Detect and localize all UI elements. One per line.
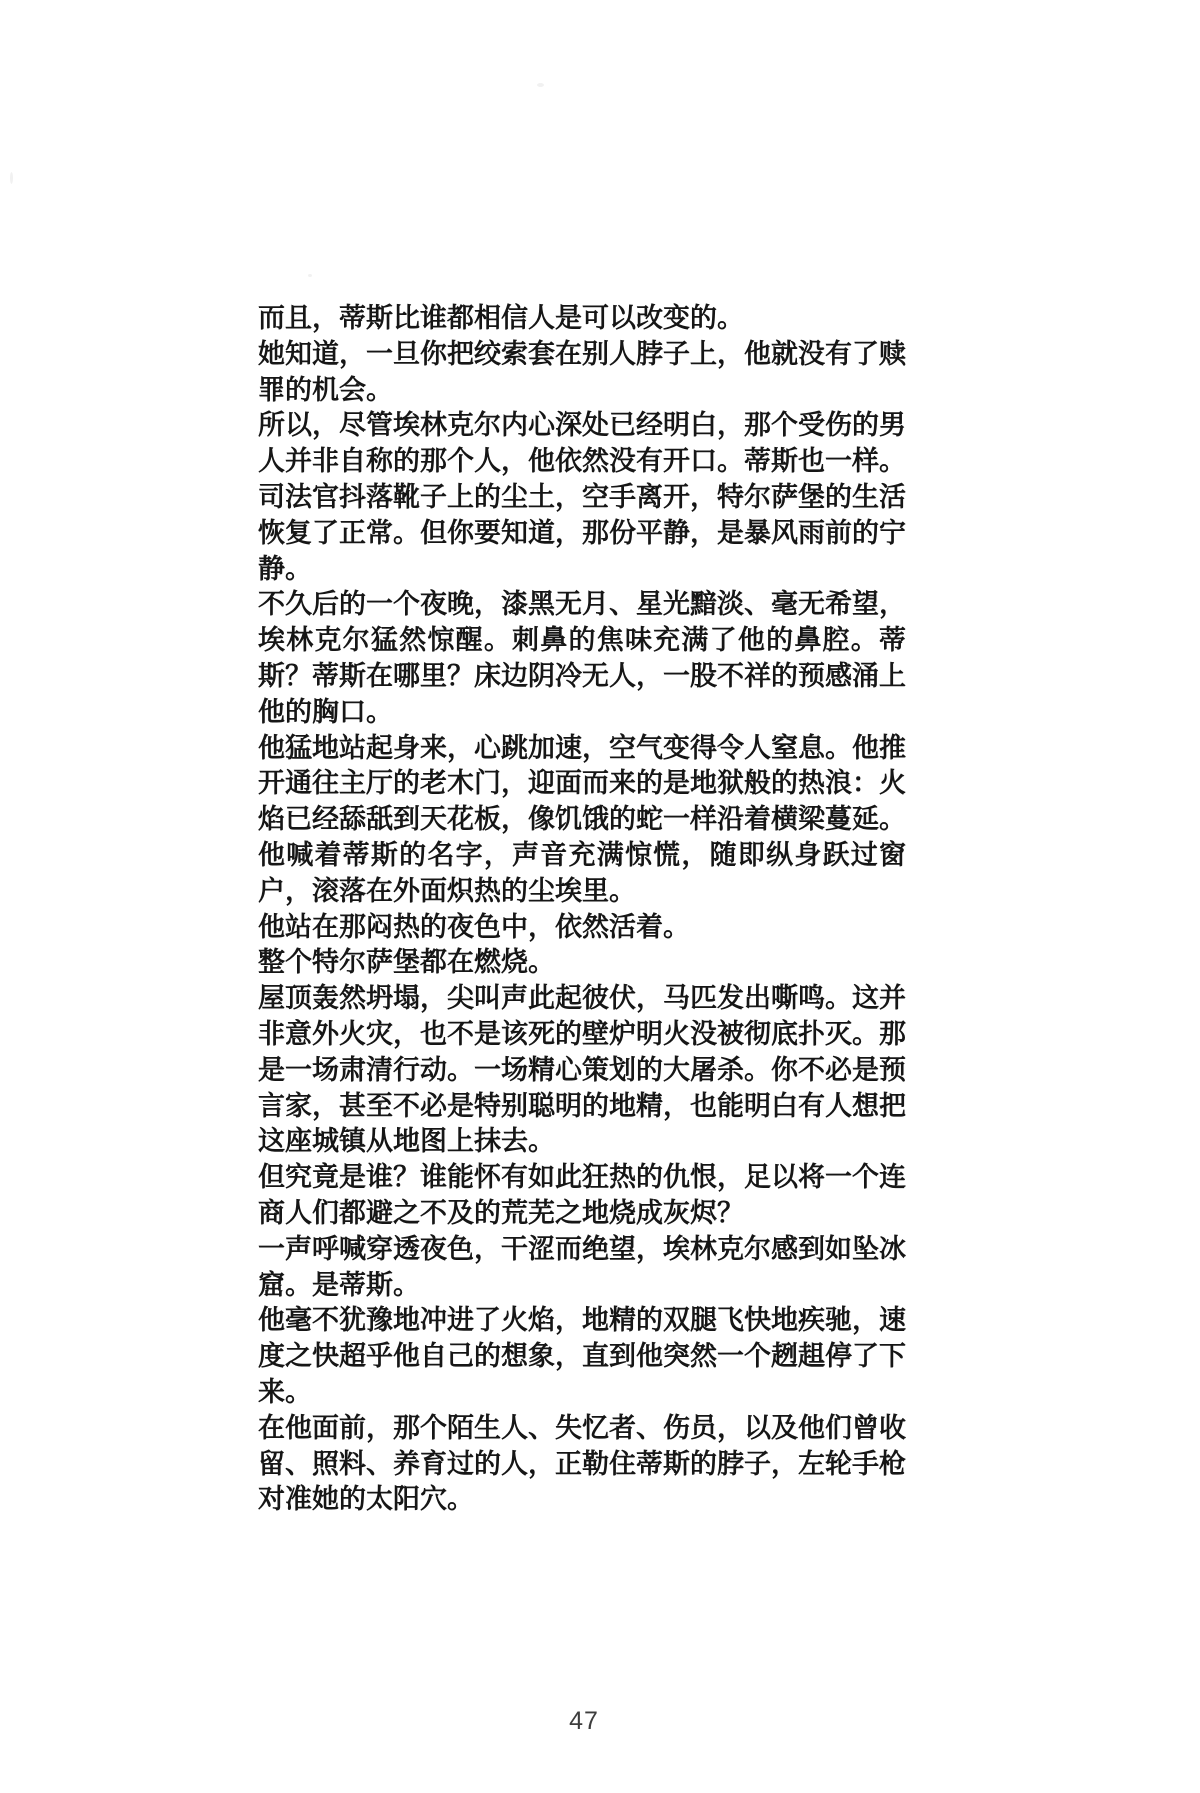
text-line: 静。 [258, 553, 312, 584]
text-line: 不久后的一个夜晚，漆黑无月、星光黯淡、毫无希望， [258, 589, 906, 620]
text-line: 人并非自称的那个人，他依然没有开口。蒂斯也一样。 [258, 446, 906, 477]
text-line: 言家，甚至不必是特别聪明的地精，也能明白有人想把 [258, 1090, 906, 1121]
scan-speck [10, 172, 13, 184]
text-line: 一声呼喊穿透夜色，干涩而绝望，埃林克尔感到如坠冰 [258, 1233, 906, 1264]
text-line: 他喊着蒂斯的名字，声音充满惊慌，随即纵身跃过窗 [258, 839, 906, 870]
text-line: 司法官抖落靴子上的尘土，空手离开，特尔萨堡的生活 [258, 481, 906, 512]
text-line: 开通往主厅的老木门，迎面而来的是地狱般的热浪：火 [258, 768, 906, 799]
text-line: 商人们都避之不及的荒芜之地烧成灰烬？ [258, 1197, 744, 1228]
text-line: 留、照料、养育过的人，正勒住蒂斯的脖子，左轮手枪 [258, 1448, 906, 1479]
text-line: 而且，蒂斯比谁都相信人是可以改变的。 [258, 303, 744, 333]
text-line: 他站在那闷热的夜色中，依然活着。 [258, 911, 690, 942]
text-line: 来。 [258, 1376, 312, 1407]
text-line: 斯？蒂斯在哪里？床边阴冷无人，一股不祥的预感涌上 [258, 660, 906, 691]
text-line: 窟。是蒂斯。 [258, 1269, 420, 1300]
text-line: 他的胸口。 [258, 696, 393, 727]
body-text [258, 301, 906, 1518]
text-line: 非意外火灾，也不是该死的壁炉明火没被彻底扑灭。那 [258, 1018, 906, 1049]
text-line: 罪的机会。 [258, 374, 393, 405]
text-line: 这座城镇从地图上抹去。 [258, 1126, 555, 1157]
text-line: 焰已经舔舐到天花板，像饥饿的蛇一样沿着横梁蔓延。 [258, 804, 906, 835]
text-line: 他毫不犹豫地冲进了火焰，地精的双腿飞快地疾驰，速 [258, 1305, 906, 1336]
text-line: 但究竟是谁？谁能怀有如此狂热的仇恨，足以将一个连 [258, 1162, 906, 1193]
text-line: 屋顶轰然坍塌，尖叫声此起彼伏，马匹发出嘶鸣。这并 [258, 983, 906, 1014]
text-line: 他猛地站起身来，心跳加速，空气变得令人窒息。他推 [258, 732, 906, 763]
scan-speck [308, 274, 312, 277]
text-line: 度之快超乎他自己的想象，直到他突然一个趔趄停了下 [258, 1341, 906, 1372]
scan-speck [537, 83, 544, 87]
text-line: 她知道，一旦你把绞索套在别人脖子上，他就没有了赎 [258, 338, 906, 369]
text-line: 整个特尔萨堡都在燃烧。 [258, 947, 555, 978]
text-line: 户，滚落在外面炽热的尘埃里。 [258, 875, 636, 906]
text-line: 埃林克尔猛然惊醒。刺鼻的焦味充满了他的鼻腔。蒂 [258, 625, 906, 656]
text-line: 恢复了正常。但你要知道，那份平静，是暴风雨前的宁 [258, 517, 906, 548]
page-number: 47 [569, 1707, 599, 1735]
text-line: 对准她的太阳穴。 [258, 1484, 474, 1515]
text-line: 是一场肃清行动。一场精心策划的大屠杀。你不必是预 [258, 1054, 906, 1085]
text-line: 在他面前，那个陌生人、失忆者、伤员，以及他们曾收 [258, 1412, 906, 1443]
text-line: 所以，尽管埃林克尔内心深处已经明白，那个受伤的男 [258, 410, 906, 441]
